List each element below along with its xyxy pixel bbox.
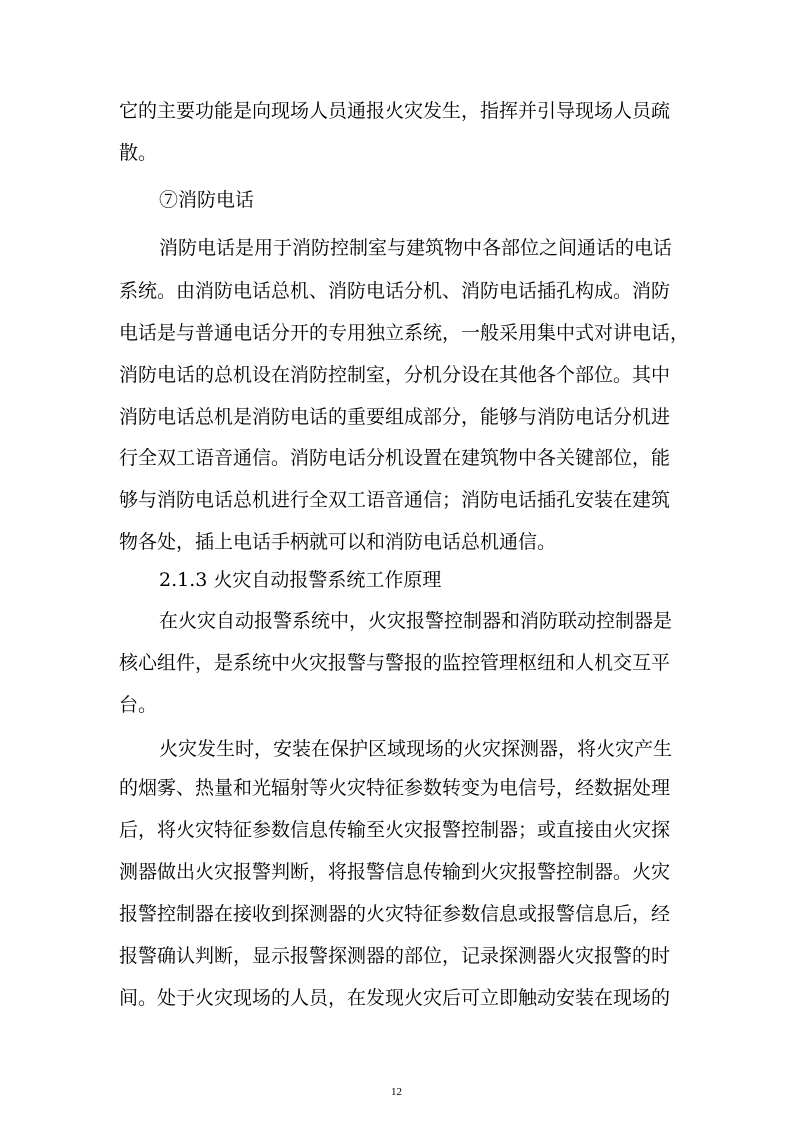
paragraph-line: 电话是与普通电话分开的专用独立系统，一般采用集中式对讲电话， (119, 322, 690, 344)
paragraph-line: 系统。由消防电话总机、消防电话分机、消防电话插孔构成。消防 (119, 280, 671, 302)
paragraph-line: 台。 (119, 694, 158, 716)
paragraph-line: 报警控制器在接收到探测器的火灾特征参数信息或报警信息后，经 (119, 903, 671, 925)
paragraph-line: 散。 (119, 142, 158, 164)
paragraph-line: 够与消防电话总机进行全双工语音通信；消防电话插孔安装在建筑 (119, 489, 671, 511)
paragraph-line: 消防电话的总机设在消防控制室，分机分设在其他各个部位。其中 (119, 364, 671, 386)
paragraph-line: 行全双工语音通信。消防电话分机设置在建筑物中各关键部位，能 (119, 447, 671, 469)
paragraph-line: 测器做出火灾报警判断，将报警信息传输到火灾报警控制器。火灾 (119, 861, 671, 883)
paragraph-line: 它的主要功能是向现场人员通报火灾发生，指挥并引导现场人员疏 (119, 100, 671, 122)
paragraph-line: 物各处，插上电话手柄就可以和消防电话总机通信。 (119, 531, 557, 553)
item-heading: ⑦消防电话 (159, 189, 255, 211)
page-number: 12 (391, 1086, 402, 1098)
paragraph-line: 火灾发生时，安装在保护区域现场的火灾探测器，将火灾产生 (159, 738, 673, 760)
paragraph-line: 报警确认判断，显示报警探测器的部位，记录探测器火灾报警的时 (119, 945, 671, 967)
paragraph-line: 在火灾自动报警系统中，火灾报警控制器和消防联动控制器是 (159, 610, 673, 632)
paragraph-line: 消防电话是用于消防控制室与建筑物中各部位之间通话的电话 (159, 237, 673, 259)
paragraph-line: 消防电话总机是消防电话的重要组成部分，能够与消防电话分机进 (119, 406, 671, 428)
paragraph-line: 的烟雾、热量和光辐射等火灾特征参数转变为电信号，经数据处理 (119, 777, 671, 799)
paragraph-line: 后，将火灾特征参数信息传输至火灾报警控制器；或直接由火灾探 (119, 819, 671, 841)
paragraph-line: 核心组件，是系统中火灾报警与警报的监控管理枢纽和人机交互平 (119, 652, 671, 674)
paragraph-line: 间。处于火灾现场的人员，在发现火灾后可立即触动安装在现场的 (119, 987, 671, 1009)
section-title: 2.1.3 火灾自动报警系统工作原理 (159, 569, 442, 591)
